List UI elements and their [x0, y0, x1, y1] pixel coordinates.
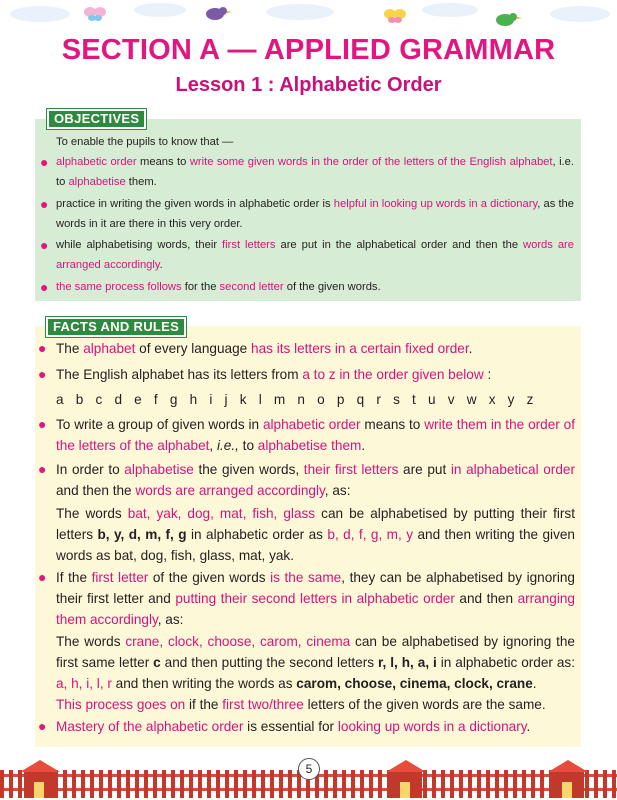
fence-picket [189, 770, 193, 798]
fence-picket [540, 770, 544, 798]
objectives-intro: To enable the pupils to know that — [56, 136, 234, 148]
fence-picket [207, 770, 211, 798]
fence-picket [216, 770, 220, 798]
fact-example: The words bat, yak, dog, mat, fish, glass can be alphabetised by putting their first letters b, y, d, m, f, g in alphabetic order as b, d, f, g, m, y and then writing the given words as bat, dog, fish, glass, mat, yak. [56, 506, 575, 563]
lesson-title: Lesson 1 : Alphabetic Order [175, 74, 442, 96]
fence-picket [144, 770, 148, 798]
fence-picket [531, 770, 535, 798]
fence-picket [585, 770, 589, 798]
fence-picket [153, 770, 157, 798]
fact-item: To write a group of given words in alphabetic order means to write them in the order of the letters of the alphabet, i.e., to alphabetise them. [56, 417, 575, 453]
bullet-icon: ● [40, 154, 49, 170]
house-icon [386, 760, 426, 798]
alphabet-list: a b c d e f g h i j k l m n o p q r s t u v w x y z [56, 392, 534, 407]
fence-picket [432, 770, 436, 798]
bullet-icon: ● [38, 569, 47, 585]
bullet-icon: ● [40, 196, 49, 212]
fence-picket [441, 770, 445, 798]
fence-picket [369, 770, 373, 798]
fence-picket [270, 770, 274, 798]
fact-item: If the first letter of the given words is the same, they can be alphabetised by ignoring their first letter and putting their second letters in alphabetic order and then arranging them accordingly, as: [56, 570, 575, 627]
objective-item: alphabetic order means to write some given words in the order of the letters of the English alphabet, i.e. to alphabetise them. [56, 156, 574, 188]
fence-picket [594, 770, 598, 798]
fact-example: The words crane, clock, choose, carom, cinema can be alphabetised by ignoring the first same letter c and then putting the second letters r, l, h, a, i in alphabetic order as: a, h, i, l, r and then writing the words as carom, choose, cinema, clock, crane. [56, 634, 576, 691]
fence-picket [261, 770, 265, 798]
fence-picket [198, 770, 202, 798]
fence-picket [117, 770, 121, 798]
fence-picket [90, 770, 94, 798]
fence-picket [72, 770, 76, 798]
fence-picket [522, 770, 526, 798]
fence-picket [513, 770, 517, 798]
objectives-heading: OBJECTIVES [47, 109, 146, 129]
objective-item: the same process follows for the second letter of the given words. [56, 281, 381, 293]
fence-picket [360, 770, 364, 798]
fence-picket [504, 770, 508, 798]
fact-item: In order to alphabetise the given words, their first letters are put in alphabetical order and then the words are arranged accordingly, as: [56, 462, 575, 498]
fence-picket [333, 770, 337, 798]
fact-note: This process goes on if the first two/three letters of the given words are the same. [56, 697, 546, 712]
fence-picket [324, 770, 328, 798]
fence-picket [234, 770, 238, 798]
fence-picket [603, 770, 607, 798]
bullet-icon: ● [38, 718, 47, 734]
fence-picket [459, 770, 463, 798]
bullet-icon: ● [40, 279, 49, 295]
fence-picket [252, 770, 256, 798]
bullet-icon: ● [38, 340, 47, 356]
fence-picket [342, 770, 346, 798]
bullet-icon: ● [38, 366, 47, 382]
fence-picket [81, 770, 85, 798]
page-number: 5 [298, 758, 320, 780]
fence-picket [486, 770, 490, 798]
fence-picket [351, 770, 355, 798]
fence-picket [468, 770, 472, 798]
fact-item: The alphabet of every language has its letters in a certain fixed order. [56, 341, 473, 356]
fence-picket [18, 770, 22, 798]
fence-picket [63, 770, 67, 798]
fence-picket [450, 770, 454, 798]
facts-heading: FACTS AND RULES [46, 317, 186, 337]
bullet-icon: ● [38, 461, 47, 477]
fence-picket [9, 770, 13, 798]
fence-picket [99, 770, 103, 798]
fence-picket [0, 770, 4, 798]
fact-item: Mastery of the alphabetic order is essential for looking up words in a dictionary. [56, 719, 531, 734]
fence-picket [225, 770, 229, 798]
fence-picket [180, 770, 184, 798]
fence-picket [243, 770, 247, 798]
fence-picket [288, 770, 292, 798]
fence-picket [477, 770, 481, 798]
objective-item: practice in writing the given words in alphabetic order is helpful in looking up words in a dictionary, as the words in it are there in this very order. [56, 198, 574, 230]
fact-item: The English alphabet has its letters from a to z in the order given below : [56, 367, 492, 382]
fence-picket [126, 770, 130, 798]
fence-picket [171, 770, 175, 798]
fence-picket [423, 770, 427, 798]
house-icon [548, 760, 588, 798]
fence-picket [162, 770, 166, 798]
house-icon [20, 760, 60, 798]
fence-picket [135, 770, 139, 798]
bullet-icon: ● [38, 416, 47, 432]
fence-picket [378, 770, 382, 798]
objective-item: while alphabetising words, their first letters are put in the alphabetical order and then the words are arranged accordingly. [56, 239, 574, 271]
fence-picket [108, 770, 112, 798]
section-title: SECTION A — APPLIED GRAMMAR [61, 34, 556, 66]
fence-picket [612, 770, 616, 798]
bullet-icon: ● [40, 237, 49, 253]
fence-picket [495, 770, 499, 798]
fence-picket [279, 770, 283, 798]
